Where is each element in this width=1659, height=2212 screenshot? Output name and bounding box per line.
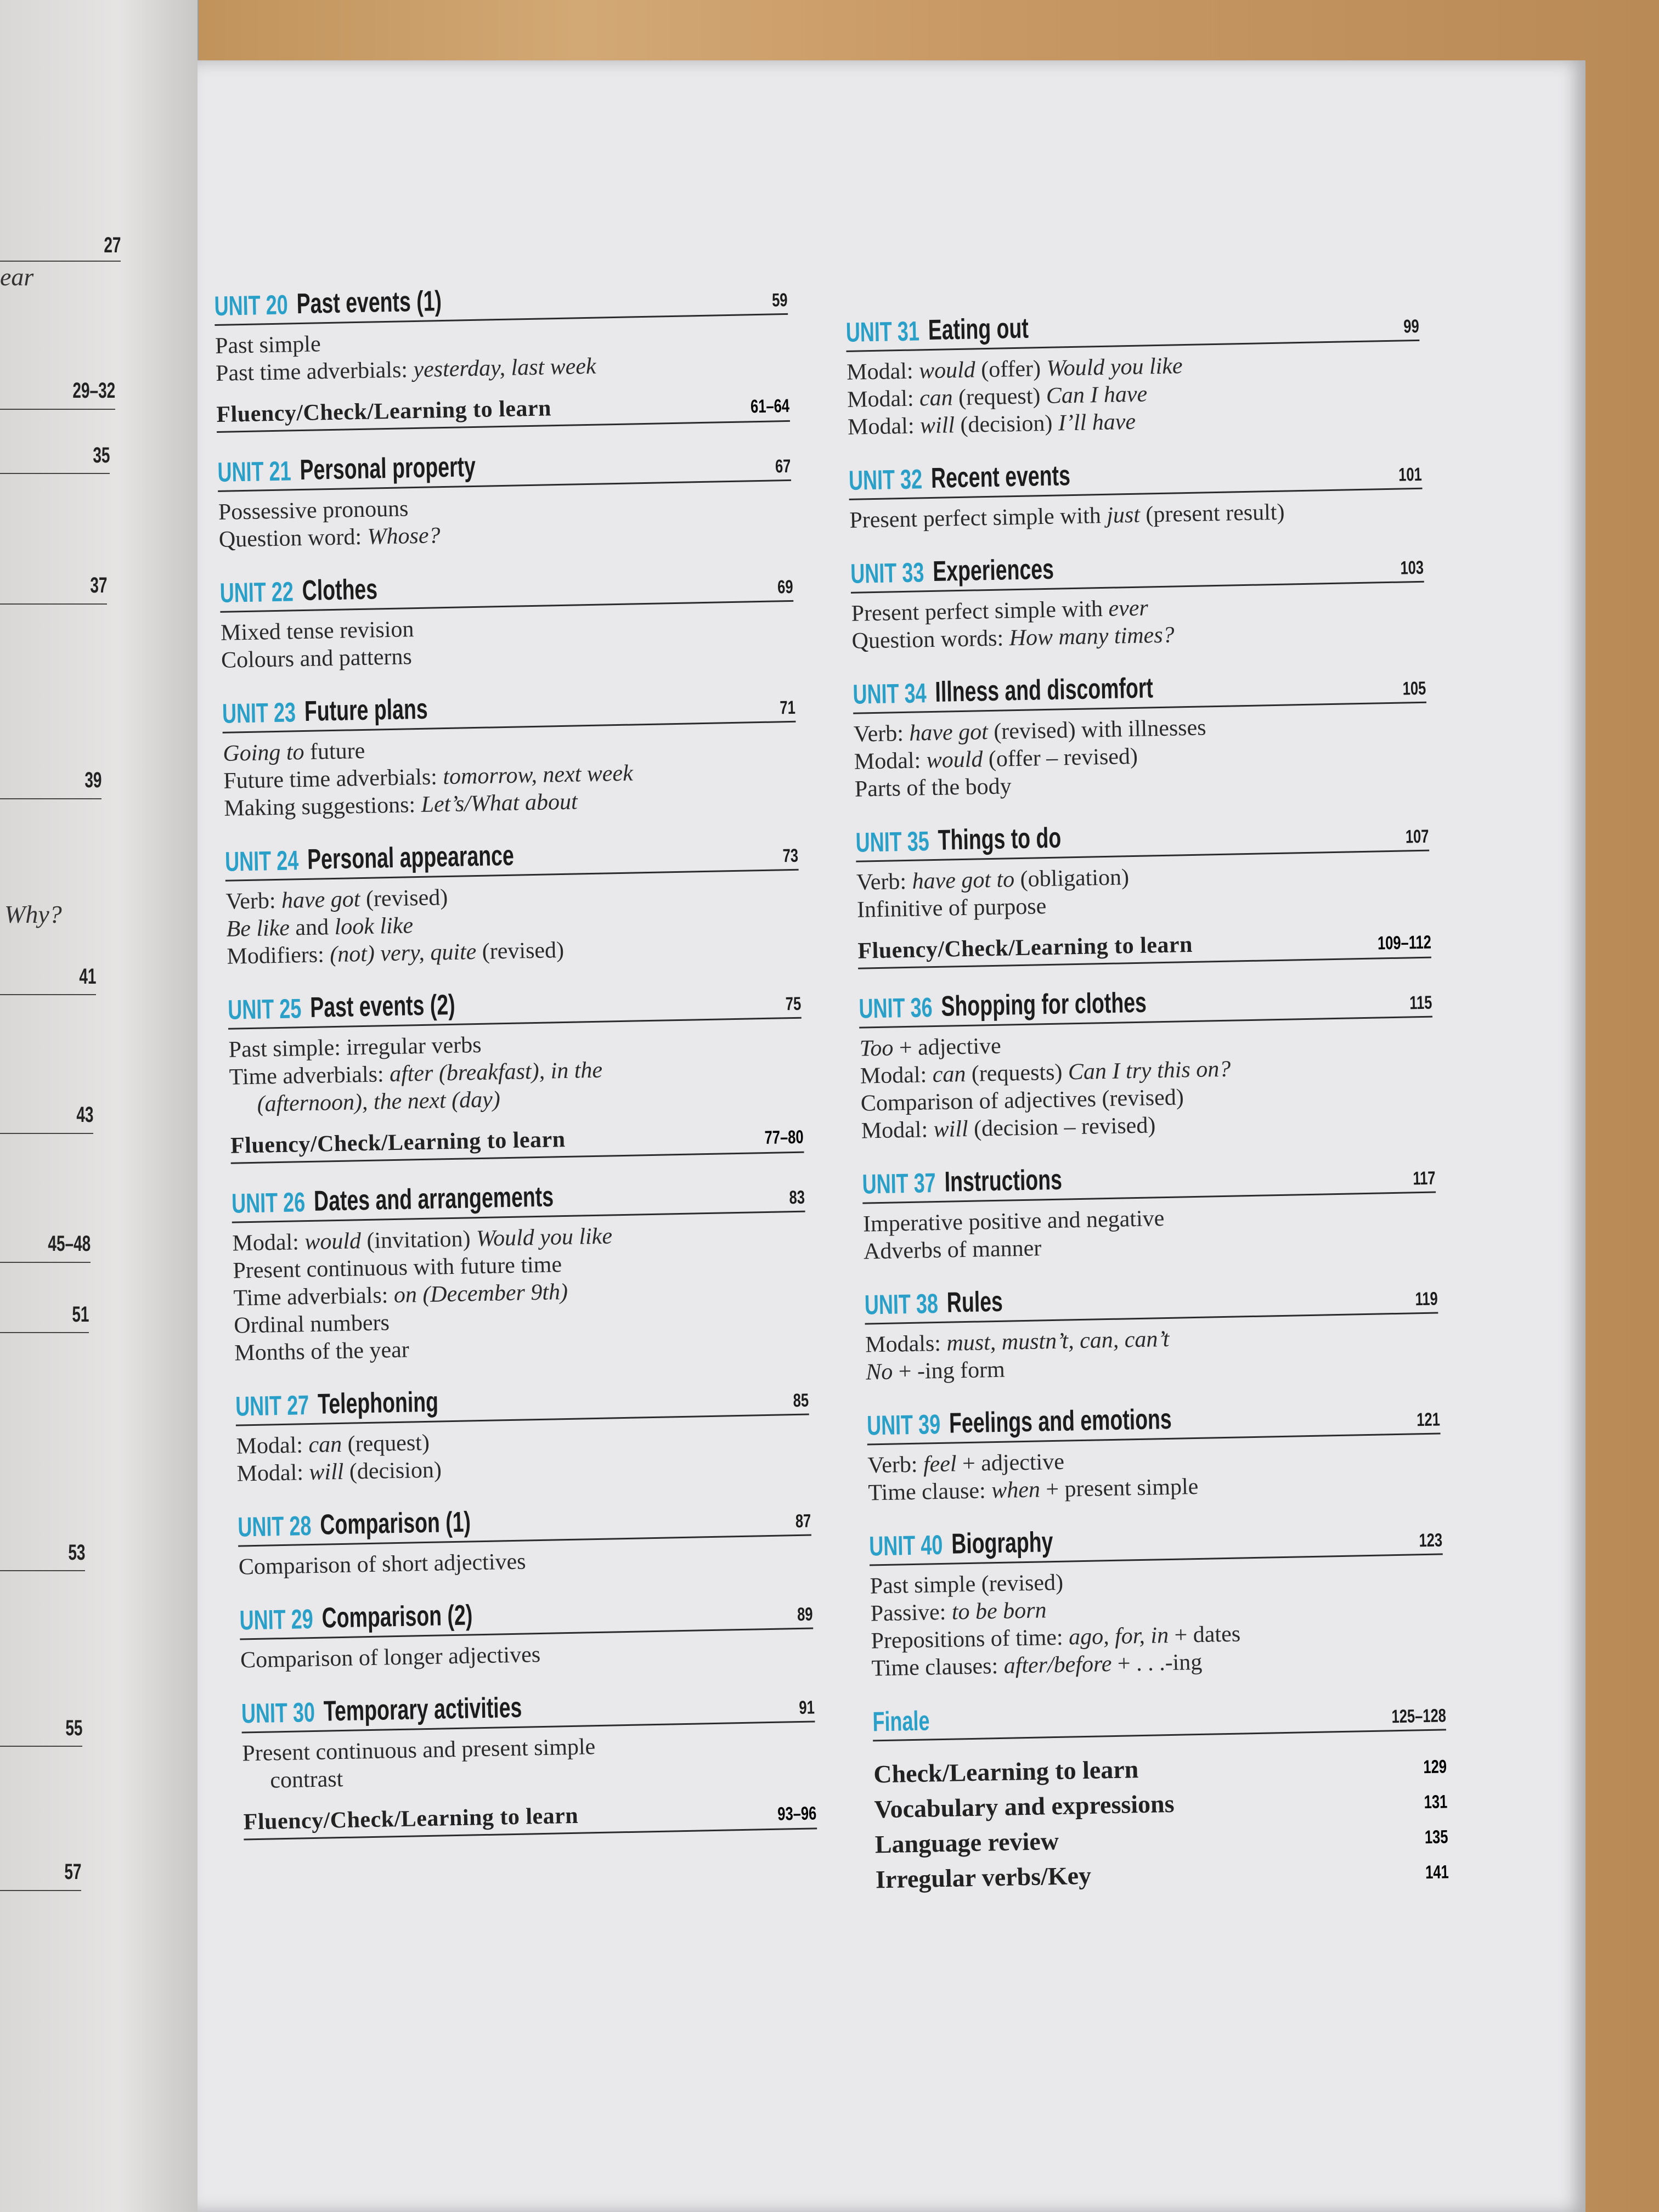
unit-title: Clothes [302,573,378,607]
fluency-check-row [857,927,1431,969]
unit-title: Telephoning [317,1386,439,1420]
left-page-number: 41 [78,964,96,989]
topic-text: Present perfect simple with [849,503,1107,533]
topic-text: Comparison of short adjectives [238,1549,526,1580]
unit-heading [238,1496,811,1547]
topic-text: Colours and patterns [221,644,413,673]
topic-text: Past simple (revised) [870,1570,1064,1599]
topic-italic: have got [909,719,989,746]
unit-page-number: 85 [793,1390,809,1412]
topic-text: Modal: [861,1117,934,1144]
unit-entry [862,1153,1437,1266]
left-page-text-fragment: ear [0,263,34,291]
unit-heading [850,542,1424,594]
topic-italic: would [918,357,976,384]
unit-topics [859,1024,1435,1145]
topic-italic: (afternoon), the next (day) [257,1087,501,1117]
left-page-number: 37 [89,573,107,597]
unit-number: UNIT 28 [237,1510,312,1543]
unit-entry [853,663,1428,803]
unit-heading [239,1588,813,1640]
unit-heading [219,561,793,613]
topic-text: future [304,738,365,765]
topic-italic: after/before [1003,1651,1112,1679]
topic-italic: yesterday, last week [413,353,597,383]
unit-entry [869,1514,1445,1682]
topic-text: Making suggestions: [223,792,422,821]
topic-italic: would [926,747,983,774]
fluency-page-number: 61–64 [751,395,790,417]
unit-page-number: 71 [780,697,796,719]
unit-title: Temporary activities [323,1691,522,1728]
fluency-check-row [243,1798,817,1840]
topic-italic: have got to [912,867,1015,894]
unit-entry [850,542,1425,655]
unit-heading [866,1393,1440,1445]
unit-page-number: 83 [789,1187,805,1209]
topic-italic: How many times? [1009,622,1175,651]
finale-item-page: 129 [1423,1756,1447,1778]
topic-text: Question words: [851,625,1010,654]
unit-entry [855,811,1431,969]
topic-text: Modal: [860,1062,933,1089]
unit-number: UNIT 21 [217,455,292,488]
unit-title: Feelings and emotions [949,1403,1172,1440]
unit-number: UNIT 39 [866,1408,941,1441]
unit-page-number: 107 [1405,826,1430,848]
topic-text: Possessive pronouns [218,496,409,525]
topic-text: Verb: [856,868,913,895]
unit-number: UNIT 35 [855,826,930,858]
topic-text: Time clauses: [871,1653,1005,1681]
topic-text: Time clause: [868,1478,992,1506]
topic-italic: tomorrow, next week [442,760,634,790]
topic-text: + -ing form [892,1357,1006,1385]
left-page-number: 53 [67,1541,85,1565]
topic-text: Mixed tense revision [220,617,414,646]
topic-italic: (not) very, quite [329,939,477,968]
topic-text: Modal: [232,1229,305,1256]
unit-title: Experiences [932,553,1054,588]
unit-topics [849,496,1423,534]
topic-text: + dates [1168,1621,1241,1649]
topic-italic: will [933,1116,969,1143]
topic-italic: ever [1108,595,1149,622]
topic-italic: when [991,1477,1041,1504]
fluency-label: Fluency/Check/Learning to learn [216,396,552,427]
unit-topics [240,1635,814,1674]
unit-heading [228,978,802,1030]
topic-italic: just [1106,502,1141,528]
unit-topics [223,729,798,822]
unit-number: UNIT 31 [845,315,920,348]
left-page-text-fragment: Why? [4,900,62,928]
unit-topics [863,1200,1437,1266]
topic-text: Adverbs of manner [863,1235,1042,1265]
fluency-page-number: 93–96 [777,1803,817,1825]
topic-text: Time adverbials: [233,1283,394,1311]
topic-italic: have got [281,887,360,913]
unit-topics [218,488,792,554]
unit-heading [848,449,1422,500]
topic-text: Future time adverbials: [223,764,443,794]
finale-heading [872,1690,1446,1741]
finale-item-page: 135 [1424,1826,1449,1848]
topic-text: (request) [952,383,1047,411]
topic-italic: Can I try this on? [1068,1056,1231,1085]
unit-title: Biography [951,1526,1053,1560]
unit-heading [235,1375,809,1426]
unit-topics [228,1025,803,1119]
contents-left-column [214,274,817,1859]
unit-entry [238,1496,812,1581]
fluency-page-number: 109–112 [1377,932,1431,954]
unit-title: Instructions [944,1164,1063,1198]
finale-section [872,1690,1449,1894]
unit-number: UNIT 38 [864,1288,939,1321]
topic-text: Present continuous and present simple [241,1734,596,1767]
left-page-number: 39 [84,768,101,792]
topic-italic: can [932,1061,966,1088]
unit-entry [219,561,794,674]
unit-entry [239,1588,814,1674]
unit-page-number: 75 [785,993,802,1015]
unit-page-number: 89 [797,1604,814,1626]
unit-entry [845,301,1421,441]
left-page-number: 35 [92,443,110,467]
topic-text: Months of the year [234,1337,410,1366]
topic-text: Present perfect simple with [851,596,1109,627]
topic-text: (invitation) [360,1226,477,1254]
topic-text: Modal: [236,1432,309,1459]
unit-number: UNIT 20 [214,289,289,321]
unit-topics [865,1321,1440,1386]
topic-text: Past time adverbials: [215,357,414,386]
left-page [0,0,199,2212]
unit-title: Dates and arrangements [313,1181,554,1217]
topic-text: Comparison of longer adjectives [240,1642,541,1673]
unit-topics [853,710,1428,803]
unit-title: Future plans [304,693,428,727]
unit-page-number: 91 [799,1697,815,1718]
unit-topics [221,608,795,674]
topic-line [849,496,1423,534]
fluency-check-row [216,391,790,433]
unit-title: Eating out [928,312,1029,347]
unit-number: UNIT 34 [852,678,927,710]
left-page-number: 51 [71,1302,89,1327]
unit-entry [866,1393,1441,1506]
topic-italic: Would you like [476,1223,613,1252]
left-page-number: 29–32 [72,379,115,403]
topic-text: (revised) [360,885,448,912]
unit-heading [241,1681,815,1733]
unit-page-number: 105 [1402,678,1426,699]
topic-text: (request) [341,1430,430,1457]
unit-number: UNIT 25 [227,993,302,1025]
unit-number: UNIT 23 [222,697,296,729]
topic-italic: to be born [951,1598,1047,1625]
left-page-number: 57 [64,1860,81,1884]
unit-title: Rules [946,1285,1003,1319]
topic-text: Past simple [215,331,321,359]
finale-title: Finale [872,1705,930,1737]
unit-number: UNIT 33 [850,557,924,589]
topic-text: (decision – revised) [968,1113,1156,1142]
topic-italic: Whose? [367,523,441,550]
topic-text: (offer – revised) [982,743,1138,772]
topic-text: Modal: [847,413,921,440]
topic-italic: must, mustn’t, can, can’t [946,1326,1170,1356]
topic-italic: No [865,1359,893,1385]
unit-page-number: 117 [1413,1167,1436,1189]
unit-title: Comparison (1) [319,1506,471,1541]
topic-italic: Be like [226,915,290,942]
topic-italic: Can I have [1046,381,1148,409]
unit-entry [228,978,804,1164]
topic-italic: will [919,413,955,439]
unit-heading [845,301,1419,352]
finale-item-label: Irregular verbs/Key [875,1861,1092,1894]
unit-title: Illness and discomfort [934,672,1154,708]
topic-italic: ago, for, in [1068,1623,1169,1650]
topic-text: Past simple: irregular verbs [228,1032,482,1063]
topic-text: + present simple [1040,1474,1199,1503]
unit-entry [231,1172,808,1367]
finale-item-label: Language review [874,1826,1059,1859]
unit-heading [222,682,795,733]
topic-text: (revised) [476,937,565,965]
left-page-number: 27 [103,233,121,257]
topic-italic: would [304,1228,362,1255]
topic-text: Modals: [865,1330,947,1358]
topic-italic: look like [334,913,414,940]
unit-heading [855,811,1429,862]
topic-italic: can [919,385,953,411]
topic-italic: will [308,1459,344,1486]
topic-text: (revised) with illnesses [988,715,1206,745]
topic-text: Time adverbials: [229,1062,390,1090]
unit-number: UNIT 37 [862,1167,936,1200]
unit-entry [214,274,790,433]
unit-number: UNIT 24 [224,845,299,877]
unit-heading [869,1514,1443,1566]
unit-topics [851,589,1425,655]
topic-line [238,1543,812,1581]
unit-title: Personal appearance [307,839,515,876]
topic-line [240,1635,814,1674]
unit-topics [238,1543,812,1581]
unit-topics [236,1422,810,1488]
topic-text: Modal: [846,358,919,385]
unit-entry [241,1681,817,1840]
topic-text: Verb: [867,1452,924,1479]
unit-number: UNIT 32 [848,464,923,496]
unit-heading [217,441,791,492]
finale-item-page: 141 [1425,1861,1449,1883]
unit-topics [847,348,1421,441]
fluency-label: Fluency/Check/Learning to learn [857,932,1193,964]
unit-topics [225,877,800,970]
topic-text: Modal: [854,748,927,775]
finale-page-number: 125–128 [1391,1705,1446,1728]
unit-number: UNIT 30 [241,1696,315,1729]
topic-text: contrast [269,1766,343,1793]
fluency-label: Fluency/Check/Learning to learn [230,1126,566,1159]
left-page-number: 55 [65,1716,82,1740]
unit-page-number: 121 [1417,1409,1441,1431]
topic-text: + adjective [893,1033,1002,1061]
unit-page-number: 103 [1400,557,1424,579]
unit-number: UNIT 22 [219,576,294,608]
unit-topics [856,858,1431,924]
topic-text: Modal: [847,386,920,413]
unit-number: UNIT 27 [235,1390,309,1422]
topic-italic: feel [923,1451,957,1477]
unit-entry [864,1273,1439,1386]
topic-text: (obligation) [1014,865,1130,893]
unit-heading [864,1273,1438,1325]
topic-text: Present continuous with future time [233,1252,562,1284]
unit-topics [870,1561,1445,1682]
topic-text: + . . .-ing [1111,1649,1203,1677]
finale-item-page: 131 [1424,1791,1448,1813]
finale-spacer [955,1730,1256,1736]
finale-item-label: Vocabulary and expressions [874,1789,1175,1824]
unit-number: UNIT 36 [858,992,933,1024]
topic-text: Question word: [218,524,368,552]
unit-title: Things to do [938,822,1062,856]
topic-text: Modal: [236,1460,309,1487]
left-page-number: 45–48 [48,1232,91,1256]
unit-entry [222,682,797,822]
unit-page-number: 73 [782,845,799,867]
topic-text: Passive: [870,1599,952,1627]
finale-item-label: Check/Learning to learn [873,1755,1139,1788]
unit-topics [232,1219,808,1367]
topic-text: Prepositions of time: [871,1624,1069,1654]
topic-italic: Too [859,1035,894,1062]
unit-page-number: 123 [1419,1530,1443,1551]
contents-right-column [845,301,1449,1913]
unit-title: Past events (1) [296,285,442,320]
unit-title: Comparison (2) [321,1599,473,1634]
unit-number: UNIT 40 [868,1529,943,1562]
topic-italic: on (December 9th) [393,1279,568,1308]
unit-entry [224,830,800,970]
topic-text: and [289,915,335,941]
unit-topics [242,1729,816,1795]
topic-italic: after (breakfast), in the [389,1057,603,1087]
topic-italic: I’ll have [1058,409,1136,436]
unit-title: Past events (2) [309,989,456,1024]
unit-heading [853,663,1426,714]
unit-page-number: 119 [1415,1288,1438,1310]
topic-text: Comparison of adjectives (revised) [860,1085,1184,1116]
unit-number: UNIT 26 [231,1187,306,1219]
contents-list [214,262,1487,2041]
topic-text: Ordinal numbers [233,1310,390,1339]
unit-heading [224,830,798,882]
topic-text: Modifiers: [227,942,330,969]
topic-text: (offer) [975,356,1047,383]
unit-topics [215,321,789,387]
unit-heading [859,977,1432,1029]
unit-page-number: 67 [775,455,791,477]
unit-heading [231,1172,805,1223]
unit-page-number: 87 [795,1510,811,1532]
topic-italic: can [308,1431,342,1458]
fluency-label: Fluency/Check/Learning to learn [243,1803,579,1835]
topic-text: Imperative positive and negative [862,1206,1165,1237]
topic-text: (decision) [343,1457,442,1485]
topic-text: Verb: [225,888,282,915]
unit-page-number: 115 [1409,992,1432,1014]
unit-topics [867,1441,1442,1506]
left-page-number: 43 [76,1103,93,1127]
fluency-check-row [230,1122,804,1164]
topic-italic: Would you like [1046,353,1183,381]
topic-text: Verb: [853,720,910,747]
unit-page-number: 69 [777,576,794,598]
topic-text: Infinitive of purpose [856,894,1047,923]
topic-text: (requests) [965,1059,1069,1087]
unit-entry [859,977,1435,1145]
unit-entry [217,441,792,554]
unit-heading [862,1153,1436,1204]
finale-items [873,1742,1449,1894]
topic-italic: Let’s/What about [421,789,578,817]
topic-text: + adjective [956,1449,1065,1477]
unit-number: UNIT 29 [239,1603,314,1636]
fluency-page-number: 77–80 [764,1126,804,1149]
unit-title: Personal property [299,450,476,487]
unit-title: Recent events [930,460,1071,494]
unit-entry [235,1375,810,1488]
topic-text: (present result) [1139,499,1285,528]
unit-entry [848,449,1423,534]
topic-text: (decision) [954,410,1059,438]
unit-page-number: 99 [1403,315,1420,337]
topic-italic: Going to [222,740,304,766]
unit-page-number: 59 [771,289,788,311]
unit-title: Shopping for clothes [940,986,1147,1023]
topic-text: Parts of the body [854,774,1012,802]
unit-page-number: 101 [1398,464,1423,486]
